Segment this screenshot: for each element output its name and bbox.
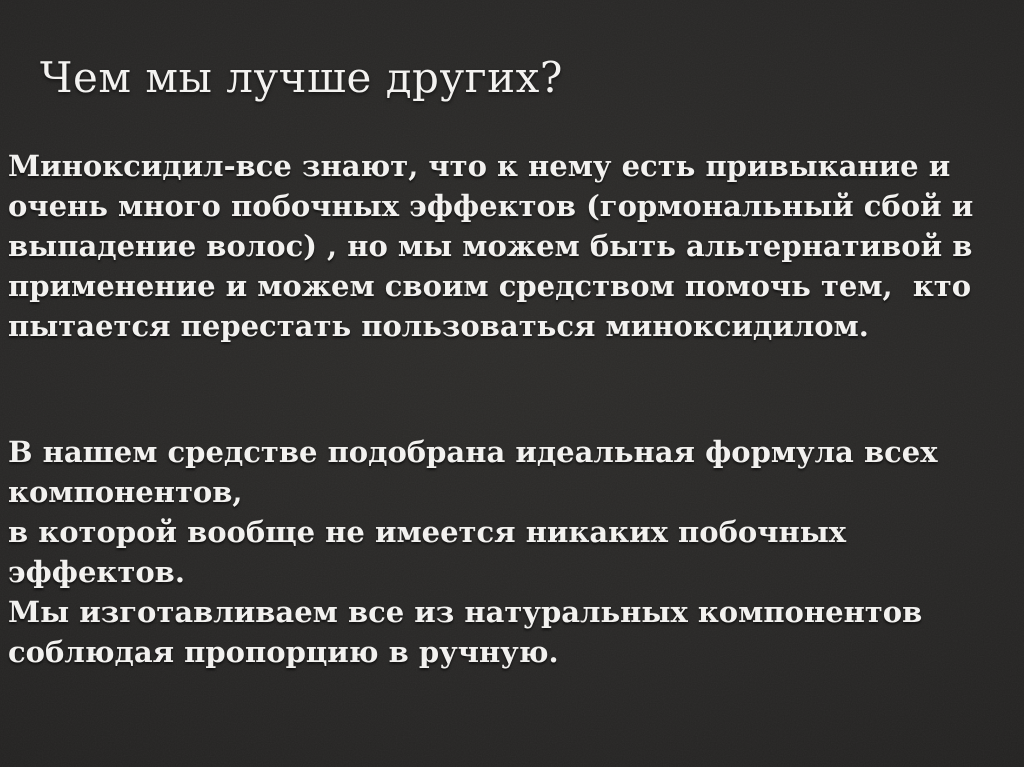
- paragraph-1-line-1: Миноксидил-все знают, что к нему есть привыкание и: [8, 149, 951, 183]
- body-paragraph-1: [8, 146, 973, 346]
- paragraph-2-line-1: В нашем средстве подобрана идеальная формула всех: [8, 435, 938, 469]
- paragraph-2-line-6: соблюдая пропорцию в ручную.: [8, 635, 559, 669]
- paragraph-1-line-3: выпадение волос) , но мы можем быть альтернативой в: [8, 229, 973, 263]
- paragraph-2-line-3: в которой вообще не имеется никаких побочных: [8, 515, 847, 549]
- body-paragraph-2: [8, 432, 938, 672]
- paragraph-2-line-4: эффектов.: [8, 555, 185, 589]
- paragraph-2-line-2: компонентов,: [8, 475, 243, 509]
- paragraph-2-line-5: Мы изготавливаем все из натуральных компонентов: [8, 595, 923, 629]
- paragraph-1-line-2: очень много побочных эффектов (гормональный сбой и: [8, 189, 974, 223]
- paragraph-1-line-5: пытается перестать пользоваться миноксидилом.: [8, 309, 869, 343]
- slide-title: Чем мы лучше других?: [40, 53, 563, 102]
- paragraph-1-line-4: применение и можем своим средством помочь тем, кто: [8, 269, 972, 303]
